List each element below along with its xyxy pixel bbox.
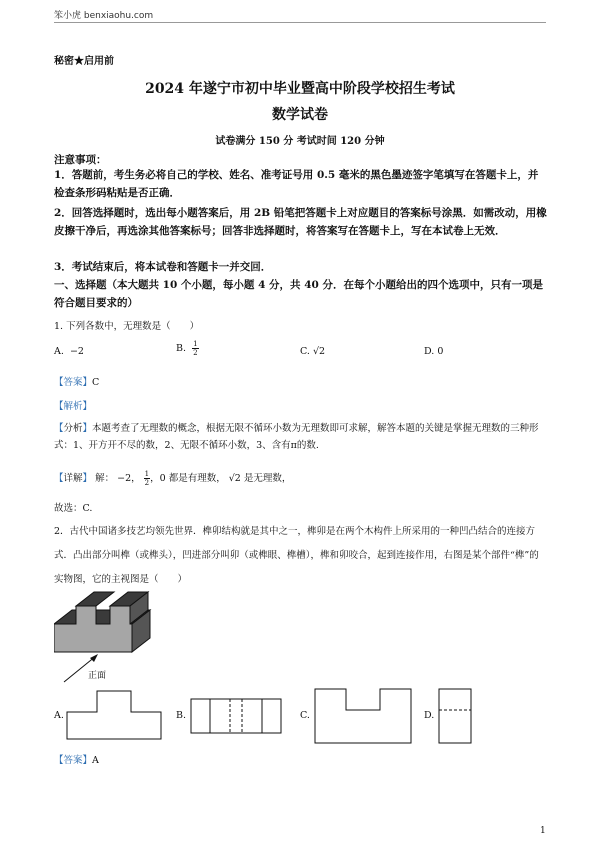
q2-option-c-figure (314, 688, 412, 744)
note-1: 1．答题前，考生务必将自己的学校、姓名、准考证号用 0.5 毫米的黑色墨迹签字笔填写在答题卡上，并检查条形码粘贴是否正确． (54, 169, 539, 199)
q1-option-c: C. √2 (300, 346, 326, 357)
q2-option-d-label: D. (424, 710, 435, 721)
score-time: 试卷满分 150 分 考试时间 120 分钟 (215, 136, 385, 147)
note-3: 3．考试结束后，将本试卷和答题卡一并交回． (54, 261, 272, 273)
q1-conclusion: 故选：C. (54, 503, 93, 514)
q1-option-b: B. $\frac{1}{2}$ (176, 340, 198, 357)
q2-option-b-label: B. (176, 710, 187, 721)
q2-option-b-figure (190, 698, 282, 734)
q1-fenxi: 【分析】本题考查了无理数的概念，根据无限不循环小数为无理数即可求解，解答本题的关键是掌握无理数的三种形式：1、开方开不尽的数，2、无限不循环小数，3、含有π的数. (54, 423, 539, 451)
paper-title: 数学试卷 (272, 107, 328, 123)
fraction-one-half: $\frac{1}{2}$ (193, 340, 198, 357)
q1-detail: 【详解】 解： −2， $\frac{1}{2}$ ，0 都是有理数， √2 是无理数， (54, 470, 292, 487)
notes-heading: 注意事项： (54, 154, 107, 166)
q1-analysis-tag: 【解析】 (54, 401, 93, 412)
q1-option-a: A. −2 (54, 346, 84, 357)
q2-option-c-label: C. (300, 710, 310, 721)
q1-stem: 1. 下列各数中，无理数是（ ） (54, 321, 200, 332)
q2-stem: 2．古代中国诸多技艺均领先世界．榫卯结构就是其中之一，榫卯是在两个木构件上所采用的一种凹凸结合的连接方式．凸出部分叫榫（或榫头），凹进部分叫卯（或榫眼、榫槽），榫和卯咬合，起到连接作用，右图是某个部件“榫”的实物图，它的主视图是（ ） (54, 526, 539, 585)
secret-label: 秘密★启用前 (54, 56, 114, 67)
page-number: 1 (540, 826, 546, 836)
note-2: 2．回答选择题时，选出每小题答案后，用 2B 铅笔把答题卡上对应题目的答案标号涂黑．如需改动，用橡皮擦干净后，再选涂其他答案标号；回答非选择题时，将答案写在答题卡上，写在本试卷上无效． (54, 207, 547, 237)
header-divider (54, 22, 546, 23)
q2-option-a-label: A. (54, 710, 64, 721)
front-label: 正面 (88, 671, 107, 681)
watermark: 笨小虎 benxiaohu.com (54, 11, 154, 21)
exam-title: 2024 年遂宁市初中毕业暨高中阶段学校招生考试 (145, 81, 455, 97)
q2-option-d-figure (438, 688, 472, 744)
q2-answer: 【答案】A (54, 755, 99, 766)
q2-option-a-figure (66, 690, 162, 740)
section-heading: 一、选择题（本大题共 10 个小题，每小题 4 分，共 40 分．在每个小题给出的四个选项中，只有一项是符合题目要求的） (54, 279, 543, 309)
q1-answer: 【答案】C (54, 377, 100, 388)
q1-option-d: D. 0 (424, 346, 444, 357)
